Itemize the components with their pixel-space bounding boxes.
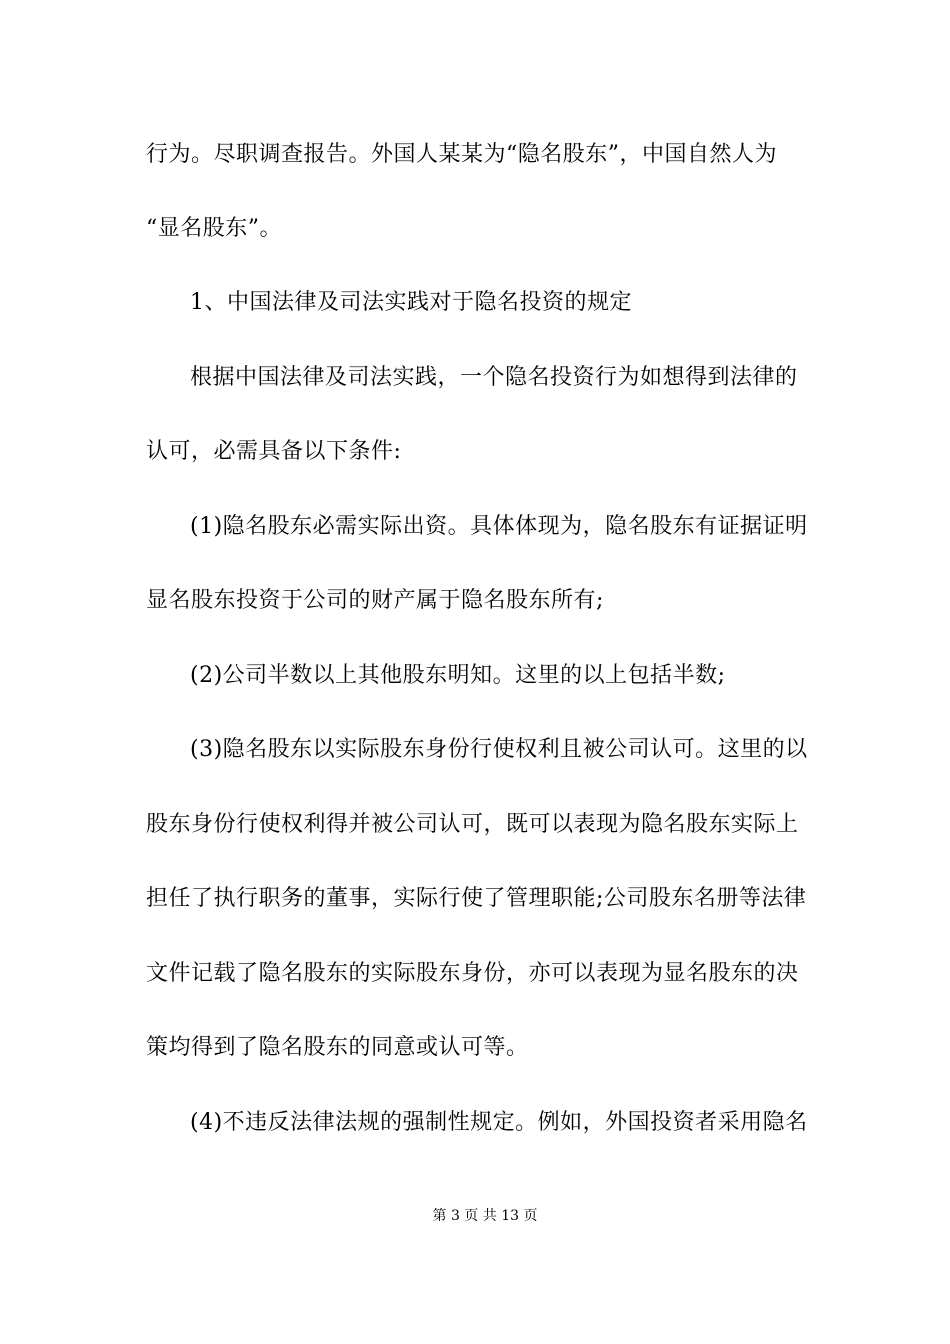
condition-2-line-1: (2)公司半数以上其他股东明知。这里的以上包括半数;: [190, 663, 726, 688]
condition-3-line-2: 股东身份行使权利得并被公司认可，既可以表现为隐名股东实际上: [146, 812, 799, 837]
section-heading: 1、中国法律及司法实践对于隐名投资的规定: [190, 290, 632, 315]
condition-1-line-1: (1)隐名股东必需实际出资。具体体现为，隐名股东有证据证明: [190, 514, 808, 539]
condition-3-line-4: 文件记载了隐名股东的实际股东身份，亦可以表现为显名股东的决: [146, 961, 799, 986]
text-line-2: “显名股东”。: [146, 216, 282, 241]
page-footer: 第 3 页 共 13 页: [432, 1208, 538, 1224]
text-line-5: 认可，必需具备以下条件:: [146, 439, 402, 464]
condition-1-line-2: 显名股东投资于公司的财产属于隐名股东所有;: [146, 588, 604, 613]
text-line-1: 行为。尽职调查报告。外国人某某为“隐名股东”，中国自然人为: [146, 142, 777, 167]
text-line-4: 根据中国法律及司法实践，一个隐名投资行为如想得到法律的: [190, 365, 798, 390]
condition-3-line-1: (3)隐名股东以实际股东身份行使权利且被公司认可。这里的以: [190, 737, 808, 762]
condition-3-line-5: 策均得到了隐名股东的同意或认可等。: [146, 1035, 529, 1060]
condition-4-line-1: (4)不违反法律法规的强制性规定。例如，外国投资者采用隐名: [190, 1110, 808, 1135]
condition-3-line-3: 担任了执行职务的董事，实际行使了管理职能;公司股东名册等法律: [146, 886, 807, 911]
